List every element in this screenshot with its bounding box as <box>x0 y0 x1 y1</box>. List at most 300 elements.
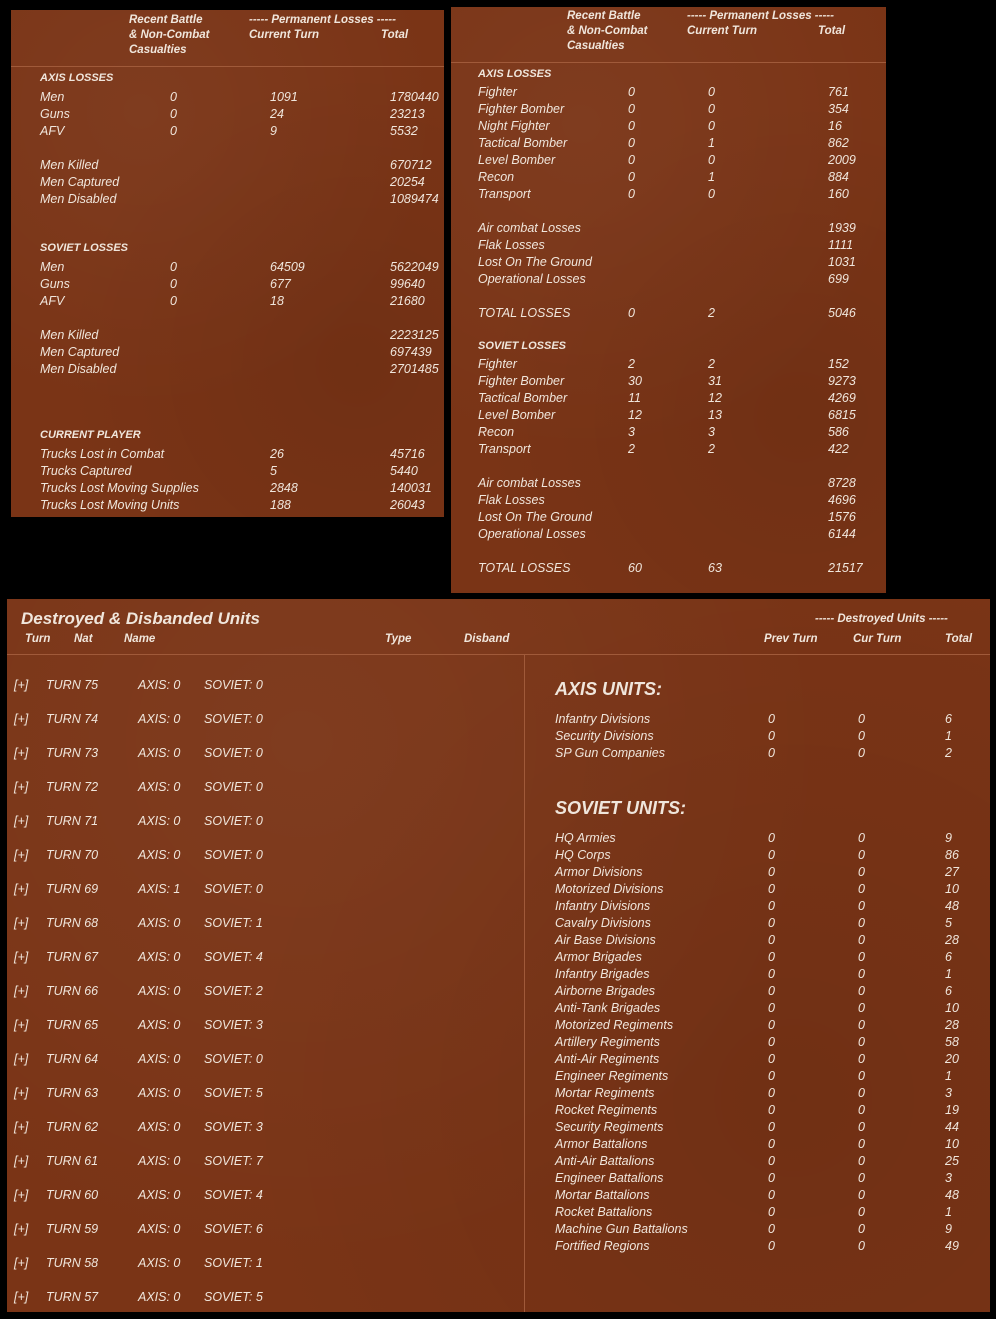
air-soviet-row-current: 2 <box>708 442 715 456</box>
soviet-unit-row-label: Machine Gun Battalions <box>555 1222 688 1236</box>
turn-soviet: SOVIET: 5 <box>204 1290 263 1304</box>
soviet-unit-row-label: Infantry Brigades <box>555 967 650 981</box>
axis-loss-row-total: 23213 <box>390 107 425 121</box>
soviet-unit-row-label: Rocket Regiments <box>555 1103 658 1117</box>
turn-soviet: SOVIET: 6 <box>204 1222 263 1236</box>
soviet-unit-row-label: Artillery Regiments <box>555 1035 660 1049</box>
soviet-unit-row-total: 1 <box>945 1205 952 1219</box>
air-soviet-total-row-label: TOTAL LOSSES <box>478 561 571 575</box>
turn-row[interactable] <box>14 1255 314 1272</box>
air-soviet-type-row-total: 6144 <box>828 527 856 541</box>
turn-row[interactable] <box>14 915 314 932</box>
axis-unit-row <box>555 711 996 728</box>
air-axis-row-total: 16 <box>828 119 842 133</box>
soviet-loss-row-current: 18 <box>270 294 284 308</box>
air-soviet-row-current: 2 <box>708 357 715 371</box>
turn-row[interactable] <box>14 745 314 762</box>
soviet-unit-row-total: 6 <box>945 984 952 998</box>
soviet-unit-row-total: 48 <box>945 1188 959 1202</box>
turn-turn: TURN 66 <box>46 984 99 998</box>
air-soviet-row-recent: 12 <box>628 408 642 422</box>
turn-axis: AXIS: 0 <box>138 678 181 692</box>
soviet-unit-row-total: 6 <box>945 950 952 964</box>
soviet-unit-row-cur: 0 <box>858 1069 865 1083</box>
soviet-unit-row-total: 5 <box>945 916 952 930</box>
axis-unit-row-label: SP Gun Companies <box>555 746 666 760</box>
soviet-unit-row-cur: 0 <box>858 1052 865 1066</box>
air-soviet-row-current: 31 <box>708 374 722 388</box>
axis-loss-row-label: Guns <box>40 107 70 121</box>
axis-men-row-label: Men Disabled <box>40 192 117 206</box>
air-axis-row-recent: 0 <box>628 119 635 133</box>
axis-men-row-total: 1089474 <box>390 192 439 206</box>
air-axis-type-row-label: Flak Losses <box>478 238 545 252</box>
air-soviet-total-row <box>478 560 996 577</box>
soviet-unit-row <box>555 1034 996 1051</box>
soviet-unit-row-label: Airborne Brigades <box>555 984 656 998</box>
soviet-unit-row-label: Fortified Regions <box>555 1239 650 1253</box>
air-soviet-type-row <box>478 492 996 509</box>
expand-toggle[interactable]: [+] <box>14 1052 29 1066</box>
destroyed-units-header: ----- Destroyed Units ----- <box>815 613 948 625</box>
soviet-unit-row-label: Anti-Air Regiments <box>555 1052 660 1066</box>
expand-toggle[interactable]: [+] <box>14 848 29 862</box>
air-soviet-type-row-total: 1576 <box>828 510 856 524</box>
air-axis-row <box>478 84 996 101</box>
air-axis-type-row-label: Lost On The Ground <box>478 255 592 269</box>
soviet-unit-row <box>555 932 996 949</box>
air-header-current-turn: Current Turn <box>687 25 758 37</box>
soviet-unit-row-cur: 0 <box>858 899 865 913</box>
expand-toggle[interactable]: [+] <box>14 916 29 930</box>
soviet-unit-row-prev: 0 <box>768 848 775 862</box>
turn-axis: AXIS: 0 <box>138 848 181 862</box>
axis-unit-row-cur: 0 <box>858 729 865 743</box>
soviet-loss-row-total: 5622049 <box>390 260 439 274</box>
air-axis-row <box>478 152 996 169</box>
air-soviet-total-row-current: 63 <box>708 561 722 575</box>
soviet-unit-row-total: 20 <box>945 1052 959 1066</box>
turn-axis: AXIS: 0 <box>138 1256 181 1270</box>
turn-axis: AXIS: 0 <box>138 1086 181 1100</box>
air-soviet-losses-title: SOVIET LOSSES <box>478 340 567 352</box>
air-soviet-row <box>478 441 996 458</box>
air-axis-row-recent: 0 <box>628 102 635 116</box>
soviet-unit-row-cur: 0 <box>858 916 865 930</box>
turn-turn: TURN 74 <box>46 712 99 726</box>
air-soviet-row <box>478 390 996 407</box>
header-divider <box>11 66 444 67</box>
air-soviet-type-row-label: Lost On The Ground <box>478 510 592 524</box>
soviet-unit-row <box>555 864 996 881</box>
soviet-unit-row-total: 9 <box>945 831 952 845</box>
air-axis-row <box>478 118 996 135</box>
soviet-unit-row-prev: 0 <box>768 899 775 913</box>
soviet-unit-row-label: Engineer Regiments <box>555 1069 669 1083</box>
soviet-unit-row <box>555 1068 996 1085</box>
soviet-unit-row-total: 86 <box>945 848 959 862</box>
soviet-unit-row-cur: 0 <box>858 933 865 947</box>
soviet-unit-row-cur: 0 <box>858 1120 865 1134</box>
turn-axis: AXIS: 0 <box>138 746 181 760</box>
turn-soviet: SOVIET: 0 <box>204 882 263 896</box>
current-player-title: CURRENT PLAYER <box>40 429 141 441</box>
turn-row[interactable] <box>14 847 314 864</box>
axis-loss-row-recent: 0 <box>170 90 177 104</box>
turn-soviet: SOVIET: 5 <box>204 1086 263 1100</box>
air-axis-type-row <box>478 237 996 254</box>
soviet-unit-row <box>555 1238 996 1255</box>
soviet-unit-row <box>555 983 996 1000</box>
soviet-unit-row-cur: 0 <box>858 831 865 845</box>
col-name: Name <box>124 633 156 645</box>
soviet-unit-row-total: 58 <box>945 1035 959 1049</box>
axis-loss-row-current: 9 <box>270 124 277 138</box>
turn-axis: AXIS: 0 <box>138 1154 181 1168</box>
soviet-unit-row <box>555 1119 996 1136</box>
turn-soviet: SOVIET: 3 <box>204 1018 263 1032</box>
expand-toggle[interactable]: [+] <box>14 984 29 998</box>
soviet-unit-row-prev: 0 <box>768 882 775 896</box>
soviet-unit-row-cur: 0 <box>858 1171 865 1185</box>
turn-soviet: SOVIET: 1 <box>204 1256 263 1270</box>
soviet-unit-row-label: Cavalry Divisions <box>555 916 651 930</box>
col-turn: Turn <box>25 633 51 645</box>
air-header-permanent-losses: ----- Permanent Losses ----- <box>687 10 834 22</box>
expand-toggle[interactable]: [+] <box>14 712 29 726</box>
turn-turn: TURN 61 <box>46 1154 99 1168</box>
turn-soviet: SOVIET: 0 <box>204 678 263 692</box>
soviet-men-row-total: 2701485 <box>390 362 439 376</box>
ground-losses-panel <box>11 10 444 517</box>
soviet-unit-row-total: 27 <box>945 865 959 879</box>
air-soviet-row-total: 6815 <box>828 408 856 422</box>
axis-unit-row <box>555 728 996 745</box>
axis-loss-row-recent: 0 <box>170 107 177 121</box>
soviet-unit-row-prev: 0 <box>768 1137 775 1151</box>
soviet-unit-row-label: Rocket Battalions <box>555 1205 653 1219</box>
turn-axis: AXIS: 0 <box>138 984 181 998</box>
expand-toggle[interactable]: [+] <box>14 746 29 760</box>
air-axis-row-label: Night Fighter <box>478 119 550 133</box>
turn-soviet: SOVIET: 0 <box>204 1052 263 1066</box>
air-axis-type-row-total: 1111 <box>828 238 854 252</box>
expand-toggle[interactable]: [+] <box>14 1154 29 1168</box>
soviet-unit-row-total: 3 <box>945 1086 952 1100</box>
axis-men-row-label: Men Killed <box>40 158 99 172</box>
soviet-unit-row <box>555 1221 996 1238</box>
axis-loss-row-total: 1780440 <box>390 90 439 104</box>
destroyed-units-panel <box>7 599 990 1312</box>
air-soviet-type-row <box>478 509 996 526</box>
soviet-unit-row <box>555 1136 996 1153</box>
soviet-unit-row <box>555 1017 996 1034</box>
soviet-loss-row-total: 21680 <box>390 294 425 308</box>
soviet-unit-row-label: Security Regiments <box>555 1120 664 1134</box>
expand-toggle[interactable]: [+] <box>14 1188 29 1202</box>
turn-turn: TURN 65 <box>46 1018 99 1032</box>
player-row-current: 5 <box>270 464 277 478</box>
turn-axis: AXIS: 0 <box>138 1120 181 1134</box>
soviet-men-row-total: 697439 <box>390 345 432 359</box>
soviet-unit-row-label: Air Base Divisions <box>555 933 656 947</box>
soviet-unit-row-cur: 0 <box>858 1001 865 1015</box>
soviet-unit-row <box>555 881 996 898</box>
soviet-unit-row-cur: 0 <box>858 1154 865 1168</box>
turn-soviet: SOVIET: 2 <box>204 984 263 998</box>
turn-row[interactable] <box>14 1085 314 1102</box>
soviet-unit-row-total: 19 <box>945 1103 959 1117</box>
air-losses-panel <box>451 7 886 593</box>
turn-soviet: SOVIET: 0 <box>204 780 263 794</box>
air-soviet-type-row-label: Air combat Losses <box>478 476 581 490</box>
expand-toggle[interactable]: [+] <box>14 1086 29 1100</box>
air-axis-row-label: Transport <box>478 187 531 201</box>
air-soviet-row-recent: 2 <box>628 442 635 456</box>
turn-row[interactable] <box>14 1119 314 1136</box>
air-soviet-row-recent: 2 <box>628 357 635 371</box>
axis-loss-row-recent: 0 <box>170 124 177 138</box>
air-axis-row <box>478 135 996 152</box>
turn-row[interactable] <box>14 1187 314 1204</box>
col-prev-turn: Prev Turn <box>764 633 818 645</box>
axis-loss-row-current: 24 <box>270 107 284 121</box>
air-axis-type-row <box>478 271 996 288</box>
soviet-unit-row-cur: 0 <box>858 1137 865 1151</box>
soviet-unit-row-cur: 0 <box>858 1239 865 1253</box>
turn-turn: TURN 67 <box>46 950 99 964</box>
expand-toggle[interactable]: [+] <box>14 814 29 828</box>
soviet-unit-row <box>555 949 996 966</box>
turn-axis: AXIS: 0 <box>138 950 181 964</box>
air-axis-row-total: 354 <box>828 102 849 116</box>
air-axis-row-total: 160 <box>828 187 849 201</box>
turn-soviet: SOVIET: 4 <box>204 950 263 964</box>
soviet-men-row-label: Men Killed <box>40 328 99 342</box>
turn-soviet: SOVIET: 0 <box>204 746 263 760</box>
soviet-unit-row-prev: 0 <box>768 1069 775 1083</box>
soviet-loss-row-recent: 0 <box>170 277 177 291</box>
air-axis-row-recent: 0 <box>628 136 635 150</box>
soviet-unit-row-cur: 0 <box>858 1205 865 1219</box>
turn-turn: TURN 62 <box>46 1120 99 1134</box>
air-axis-row-total: 761 <box>828 85 849 99</box>
player-row-label: Trucks Lost Moving Units <box>40 498 180 512</box>
air-axis-total-row-recent: 0 <box>628 306 635 320</box>
soviet-unit-row-label: Anti-Tank Brigades <box>555 1001 661 1015</box>
turn-row[interactable] <box>14 711 314 728</box>
air-axis-row-current: 0 <box>708 153 715 167</box>
soviet-unit-row-prev: 0 <box>768 950 775 964</box>
soviet-unit-row-total: 1 <box>945 967 952 981</box>
soviet-unit-row-label: HQ Armies <box>555 831 616 845</box>
turn-row[interactable] <box>14 779 314 796</box>
player-row-current: 2848 <box>270 481 298 495</box>
soviet-unit-row-total: 9 <box>945 1222 952 1236</box>
air-soviet-row-total: 586 <box>828 425 849 439</box>
turn-turn: TURN 73 <box>46 746 99 760</box>
soviet-unit-row-prev: 0 <box>768 933 775 947</box>
air-axis-row-current: 1 <box>708 170 715 184</box>
expand-toggle[interactable]: [+] <box>14 678 29 692</box>
turn-turn: TURN 72 <box>46 780 99 794</box>
soviet-unit-row-label: Armor Divisions <box>555 865 643 879</box>
turn-row[interactable] <box>14 1017 314 1034</box>
soviet-unit-row-total: 10 <box>945 1001 959 1015</box>
air-axis-type-row <box>478 254 996 271</box>
soviet-unit-row-cur: 0 <box>858 1188 865 1202</box>
turn-row[interactable] <box>14 983 314 1000</box>
turn-axis: AXIS: 0 <box>138 1018 181 1032</box>
soviet-unit-row <box>555 1187 996 1204</box>
expand-toggle[interactable]: [+] <box>14 950 29 964</box>
expand-toggle[interactable]: [+] <box>14 1222 29 1236</box>
soviet-loss-row-current: 64509 <box>270 260 305 274</box>
axis-men-row-total: 20254 <box>390 175 425 189</box>
air-soviet-total-row-recent: 60 <box>628 561 642 575</box>
air-axis-row-label: Fighter Bomber <box>478 102 565 116</box>
soviet-unit-row <box>555 1204 996 1221</box>
air-axis-row-current: 0 <box>708 119 715 133</box>
turn-axis: AXIS: 0 <box>138 916 181 930</box>
soviet-unit-row-label: Engineer Battalions <box>555 1171 664 1185</box>
header-current-turn: Current Turn <box>249 29 320 41</box>
air-soviet-row-label: Tactical Bomber <box>478 391 568 405</box>
soviet-unit-row <box>555 1170 996 1187</box>
turn-row[interactable] <box>14 949 314 966</box>
soviet-unit-row-label: Anti-Air Battalions <box>555 1154 655 1168</box>
soviet-unit-row-prev: 0 <box>768 1086 775 1100</box>
col-nat: Nat <box>74 633 93 645</box>
turn-row[interactable] <box>14 881 314 898</box>
soviet-unit-row-total: 28 <box>945 933 959 947</box>
air-axis-row-recent: 0 <box>628 85 635 99</box>
soviet-unit-row-cur: 0 <box>858 1035 865 1049</box>
player-row-total: 45716 <box>390 447 425 461</box>
header-recent-battle: Recent Battle & Non-Combat Casualties <box>129 14 210 56</box>
soviet-unit-row-prev: 0 <box>768 1001 775 1015</box>
expand-toggle[interactable]: [+] <box>14 1018 29 1032</box>
player-row-total: 26043 <box>390 498 425 512</box>
air-axis-row-current: 0 <box>708 187 715 201</box>
turn-turn: TURN 60 <box>46 1188 99 1202</box>
soviet-unit-row-cur: 0 <box>858 950 865 964</box>
col-type: Type <box>385 633 412 645</box>
turn-row[interactable] <box>14 1221 314 1238</box>
soviet-loss-row-recent: 0 <box>170 260 177 274</box>
air-axis-row-current: 0 <box>708 85 715 99</box>
player-row-current: 188 <box>270 498 291 512</box>
air-header-total: Total <box>818 25 846 37</box>
air-soviet-row-label: Fighter Bomber <box>478 374 565 388</box>
air-soviet-type-row <box>478 475 996 492</box>
soviet-unit-row-cur: 0 <box>858 848 865 862</box>
expand-toggle[interactable]: [+] <box>14 882 29 896</box>
air-axis-row-recent: 0 <box>628 187 635 201</box>
axis-unit-row-prev: 0 <box>768 712 775 726</box>
header-permanent-losses: ----- Permanent Losses ----- <box>249 14 396 26</box>
turn-row[interactable] <box>14 1051 314 1068</box>
air-soviet-row <box>478 373 996 390</box>
soviet-unit-row-prev: 0 <box>768 1171 775 1185</box>
air-soviet-type-row-total: 4696 <box>828 493 856 507</box>
soviet-unit-row-prev: 0 <box>768 1103 775 1117</box>
soviet-men-row-total: 2223125 <box>390 328 439 342</box>
air-axis-row-current: 1 <box>708 136 715 150</box>
turn-soviet: SOVIET: 7 <box>204 1154 263 1168</box>
air-axis-row-label: Tactical Bomber <box>478 136 568 150</box>
axis-men-row-total: 670712 <box>390 158 432 172</box>
soviet-unit-row-label: Armor Brigades <box>555 950 642 964</box>
air-axis-total-row-total: 5046 <box>828 306 856 320</box>
axis-unit-row-total: 6 <box>945 712 952 726</box>
air-soviet-row-label: Recon <box>478 425 515 439</box>
soviet-unit-row-prev: 0 <box>768 967 775 981</box>
soviet-unit-row-prev: 0 <box>768 1154 775 1168</box>
air-soviet-total-row-total: 21517 <box>828 561 863 575</box>
axis-unit-row-cur: 0 <box>858 712 865 726</box>
soviet-unit-row-prev: 0 <box>768 1239 775 1253</box>
air-soviet-row-current: 12 <box>708 391 722 405</box>
header-total: Total <box>381 29 409 41</box>
air-axis-row-label: Recon <box>478 170 515 184</box>
axis-loss-row-label: AFV <box>40 124 65 138</box>
turn-soviet: SOVIET: 4 <box>204 1188 263 1202</box>
soviet-unit-row-cur: 0 <box>858 984 865 998</box>
turn-axis: AXIS: 0 <box>138 1188 181 1202</box>
soviet-unit-row-prev: 0 <box>768 1222 775 1236</box>
axis-unit-row-prev: 0 <box>768 746 775 760</box>
axis-unit-row <box>555 745 996 762</box>
axis-loss-row-label: Men <box>40 90 65 104</box>
soviet-unit-row-cur: 0 <box>858 967 865 981</box>
soviet-unit-row-prev: 0 <box>768 1188 775 1202</box>
air-soviet-type-row <box>478 526 996 543</box>
air-axis-type-row-total: 1031 <box>828 255 856 269</box>
air-axis-type-row <box>478 220 996 237</box>
expand-toggle[interactable]: [+] <box>14 1256 29 1270</box>
turn-row[interactable] <box>14 677 314 694</box>
soviet-loss-row-current: 677 <box>270 277 291 291</box>
turn-row[interactable] <box>14 1289 314 1306</box>
expand-toggle[interactable]: [+] <box>14 1290 29 1304</box>
air-axis-row-label: Level Bomber <box>478 153 556 167</box>
soviet-unit-row <box>555 1051 996 1068</box>
expand-toggle[interactable]: [+] <box>14 1120 29 1134</box>
air-axis-row <box>478 186 996 203</box>
axis-unit-row-cur: 0 <box>858 746 865 760</box>
soviet-unit-row-prev: 0 <box>768 831 775 845</box>
air-axis-row-total: 884 <box>828 170 849 184</box>
air-axis-row-recent: 0 <box>628 153 635 167</box>
soviet-unit-row-cur: 0 <box>858 1103 865 1117</box>
turn-soviet: SOVIET: 0 <box>204 848 263 862</box>
turn-axis: AXIS: 0 <box>138 712 181 726</box>
expand-toggle[interactable]: [+] <box>14 780 29 794</box>
turn-row[interactable] <box>14 1153 314 1170</box>
soviet-loss-row-total: 99640 <box>390 277 425 291</box>
turn-row[interactable] <box>14 813 314 830</box>
turn-soviet: SOVIET: 0 <box>204 712 263 726</box>
turn-axis: AXIS: 0 <box>138 1222 181 1236</box>
turn-turn: TURN 69 <box>46 882 99 896</box>
air-axis-row-recent: 0 <box>628 170 635 184</box>
air-axis-type-row-label: Air combat Losses <box>478 221 581 235</box>
soviet-unit-row-total: 44 <box>945 1120 959 1134</box>
air-axis-row-total: 862 <box>828 136 849 150</box>
axis-unit-row-label: Security Divisions <box>555 729 654 743</box>
turn-turn: TURN 59 <box>46 1222 99 1236</box>
